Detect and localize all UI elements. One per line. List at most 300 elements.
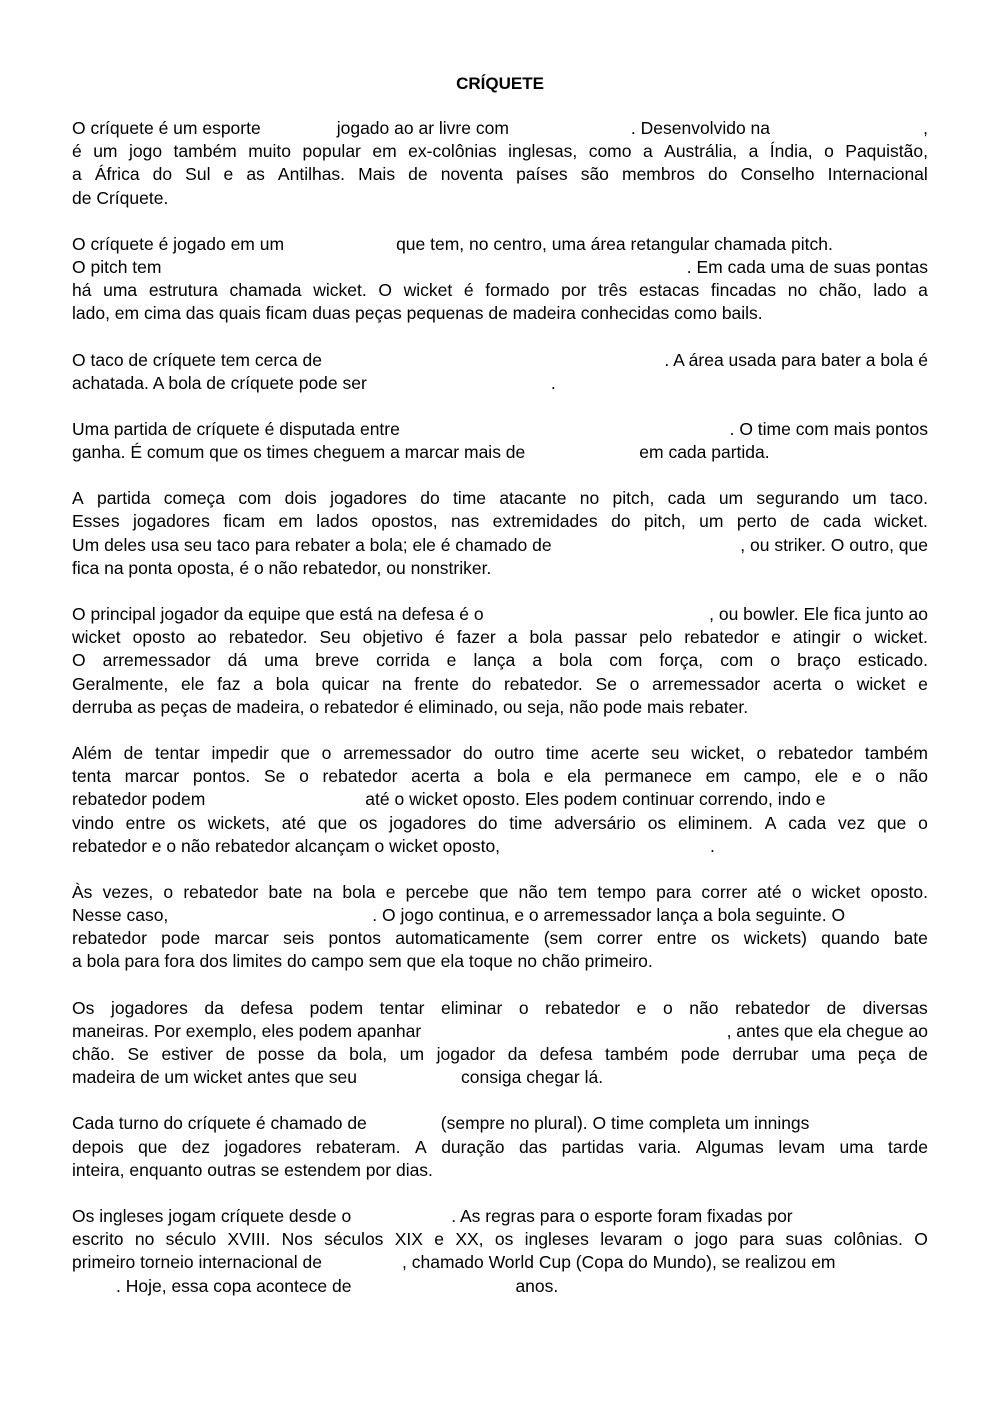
word: acerte xyxy=(590,742,640,763)
word: frente xyxy=(414,673,459,694)
word: inglesas, xyxy=(508,141,578,162)
text-line xyxy=(72,673,928,696)
word: Internacional xyxy=(827,164,928,185)
text-line xyxy=(72,163,928,186)
word: não xyxy=(518,881,548,902)
word: e xyxy=(771,627,781,648)
word: ele xyxy=(814,766,839,787)
word: (sem xyxy=(543,928,583,949)
word: são xyxy=(580,164,609,185)
word: pitch, xyxy=(643,511,686,532)
word: também xyxy=(864,742,928,763)
word: a xyxy=(748,141,759,162)
paragraph-7 xyxy=(72,742,928,858)
word: que xyxy=(479,881,509,902)
word: noventa xyxy=(440,164,503,185)
text-segment: rebatedor e o não rebatedor alcançam o wicket oposto, xyxy=(72,835,501,856)
word: o xyxy=(518,997,529,1018)
word: jogo xyxy=(128,141,163,162)
blank-gap xyxy=(261,117,337,137)
word: rebatedor xyxy=(735,997,810,1018)
word: para xyxy=(739,1229,775,1250)
word: levaram xyxy=(600,1229,663,1250)
text-line xyxy=(72,1136,928,1159)
word: do xyxy=(152,164,173,185)
word: que xyxy=(138,1136,168,1157)
word: adversário xyxy=(554,812,636,833)
word: XIX xyxy=(394,1229,423,1250)
text-line: a bola para fora dos limites do campo sem que ela toque no chão primeiro. xyxy=(72,951,653,972)
text-segment: . xyxy=(710,835,715,856)
paragraph-4 xyxy=(72,418,928,464)
word: com xyxy=(238,488,272,509)
word: A xyxy=(764,812,777,833)
word: bola xyxy=(496,766,531,787)
text-segment: . Desenvolvido na xyxy=(630,118,771,138)
word: correr xyxy=(596,928,643,949)
word: tarde xyxy=(888,1136,928,1157)
text-line xyxy=(72,140,928,163)
word: wicket xyxy=(72,627,121,648)
word: os xyxy=(177,812,196,833)
word: ao xyxy=(197,627,217,648)
blank-gap xyxy=(168,904,372,924)
word: bola xyxy=(342,881,376,902)
text-line xyxy=(72,1020,928,1043)
word: wickets, xyxy=(207,812,270,833)
paragraph-11 xyxy=(72,1205,928,1298)
word: fincadas xyxy=(710,280,777,301)
word: jogadores xyxy=(224,1136,302,1157)
text-line xyxy=(72,372,928,395)
word: eliminar xyxy=(441,997,503,1018)
page-title: CRÍQUETE xyxy=(456,74,544,93)
word: Paquistão, xyxy=(845,141,928,162)
word: bola xyxy=(559,650,593,671)
word: do xyxy=(477,812,498,833)
word: rebatedor xyxy=(545,997,621,1018)
word: oposto xyxy=(132,627,186,648)
paragraph-10 xyxy=(72,1112,928,1182)
text-segment: até o wicket oposto. Eles podem continuar correndo, indo e xyxy=(365,789,826,810)
word: chão, xyxy=(818,280,862,301)
word: por xyxy=(561,280,587,301)
blank-gap xyxy=(72,1275,116,1295)
word: pelo xyxy=(639,627,673,648)
word: podem xyxy=(309,997,364,1018)
word: o xyxy=(629,673,640,694)
word: tempo xyxy=(597,881,646,902)
word: dois xyxy=(284,488,317,509)
word: não xyxy=(898,766,928,787)
text-line xyxy=(72,1205,928,1228)
word: rebateram. xyxy=(315,1136,401,1157)
text-segment: Uma partida de críquete é disputada entre xyxy=(72,418,400,439)
word: e xyxy=(446,650,457,671)
word: do xyxy=(471,673,492,694)
word: tenta xyxy=(72,766,111,787)
word: estrutura xyxy=(148,280,218,301)
word: que xyxy=(317,812,348,833)
word: ex-colônias xyxy=(408,141,497,162)
text-segment: . A área usada para bater a bola é xyxy=(664,349,928,370)
text-line xyxy=(72,279,928,302)
word: do xyxy=(462,742,483,763)
word: há xyxy=(72,280,92,301)
word: XVIII. xyxy=(227,1229,271,1250)
text-line xyxy=(72,1228,928,1251)
text-segment: ganha. É comum que os times cheguem a marcar mais de xyxy=(72,442,526,463)
word: quicar xyxy=(321,673,370,694)
text-line xyxy=(72,1066,928,1089)
word: o xyxy=(875,766,886,787)
word: e xyxy=(434,1229,445,1250)
word: partida xyxy=(96,488,151,509)
word: um xyxy=(93,141,118,162)
word: no xyxy=(787,280,808,301)
word: com xyxy=(609,650,643,671)
word: Se xyxy=(263,766,286,787)
word: vezes, xyxy=(102,881,154,902)
word: entre xyxy=(656,928,697,949)
word: que xyxy=(280,742,310,763)
word: força, xyxy=(659,650,704,671)
word: um xyxy=(399,1044,425,1064)
word: a xyxy=(642,141,653,162)
word: acerta xyxy=(772,673,822,694)
text-line xyxy=(72,1112,928,1135)
word: escrito xyxy=(72,1229,124,1250)
word: tentar xyxy=(379,997,425,1018)
word: Nos xyxy=(281,1229,313,1250)
word: passar xyxy=(574,627,628,648)
word: A xyxy=(415,1136,427,1157)
word: breve xyxy=(315,650,360,671)
word: jogadores xyxy=(133,511,210,532)
text-segment: O críquete é um esporte xyxy=(72,118,261,138)
word: entre xyxy=(125,812,166,833)
word: um xyxy=(852,488,877,509)
word: O xyxy=(914,1229,928,1250)
word: da xyxy=(204,997,224,1018)
word: lados xyxy=(316,511,359,532)
blank-gap xyxy=(367,1112,441,1132)
word: o xyxy=(791,881,802,902)
word: bate xyxy=(893,928,928,949)
word: rebatedor xyxy=(322,766,398,787)
word: O xyxy=(72,650,86,671)
word: ele xyxy=(181,673,205,694)
word: África xyxy=(94,164,140,185)
text-segment: primeiro torneio internacional de xyxy=(72,1252,322,1273)
word: colônias. xyxy=(833,1229,903,1250)
word: wicket xyxy=(856,673,906,694)
word: fazer xyxy=(456,627,496,648)
word: para xyxy=(656,881,692,902)
word: rebatedor xyxy=(72,928,147,949)
word: no xyxy=(134,1229,155,1250)
text-segment: consiga chegar lá. xyxy=(461,1067,604,1088)
blank-gap xyxy=(322,1251,402,1271)
word: percebe xyxy=(405,881,469,902)
word: wicket xyxy=(811,881,861,902)
word: rebatedor. xyxy=(503,673,583,694)
word: levam xyxy=(778,1136,825,1157)
word: A xyxy=(72,488,84,509)
word: Se xyxy=(595,673,617,694)
word: Índia, xyxy=(769,141,813,162)
word: uma xyxy=(811,1044,846,1064)
word: tentar xyxy=(154,742,200,763)
text-line xyxy=(72,510,928,533)
word: as xyxy=(246,164,265,185)
word: outro xyxy=(494,742,535,763)
word: em xyxy=(278,511,303,532)
word: cada xyxy=(788,812,827,833)
text-line xyxy=(72,904,928,927)
word: uma xyxy=(839,1136,874,1157)
text-line: lado, em cima das quais ficam duas peças pequenas de madeira conhecidas como bails. xyxy=(72,303,763,324)
word: peça xyxy=(857,1044,896,1064)
text-line xyxy=(72,788,928,811)
text-line xyxy=(72,349,928,372)
paragraph-8 xyxy=(72,881,928,974)
word: jogadores xyxy=(110,997,188,1018)
word: bola xyxy=(529,627,563,648)
word: do xyxy=(420,488,440,509)
word: dá xyxy=(227,650,248,671)
word: popular xyxy=(302,141,361,162)
word: e xyxy=(851,766,862,787)
word: arremessador xyxy=(343,742,452,763)
word: a xyxy=(253,673,263,694)
word: faz xyxy=(217,673,241,694)
word: na xyxy=(382,673,402,694)
word: até xyxy=(757,881,782,902)
text-segment: Cada turno do críquete é chamado de xyxy=(72,1113,367,1134)
word: Sul xyxy=(185,164,211,185)
text-segment: , ou striker. O outro, que xyxy=(740,534,928,555)
word: oposto. xyxy=(870,881,928,902)
word: rebatedor xyxy=(183,881,259,902)
text-segment: . Em cada uma de suas pontas xyxy=(686,256,928,277)
text-line xyxy=(72,881,928,904)
word: rebatedor xyxy=(684,627,760,648)
word: pode xyxy=(161,928,201,949)
word: jogo xyxy=(694,1229,728,1250)
word: de xyxy=(408,164,428,185)
word: com xyxy=(720,650,754,671)
word: posse xyxy=(257,1044,305,1064)
word: defesa xyxy=(240,997,293,1018)
word: seis xyxy=(283,928,315,949)
word: pontos. xyxy=(192,766,251,787)
text-line xyxy=(72,418,928,441)
word: pitch, xyxy=(612,488,655,509)
word: depois xyxy=(72,1136,124,1157)
text-segment: Os ingleses jogam críquete desde o xyxy=(72,1205,352,1226)
word: e xyxy=(223,164,234,185)
paragraph-2 xyxy=(72,233,928,326)
word: objetivo xyxy=(362,627,423,648)
word: jogadores xyxy=(389,812,467,833)
word: Austrália, xyxy=(664,141,738,162)
word: um xyxy=(718,488,744,509)
text-segment: (sempre no plural). O time completa um innings xyxy=(440,1113,810,1134)
text-segment: que tem, no centro, uma área retangular chamada pitch. xyxy=(396,233,833,254)
word: ela xyxy=(567,766,591,787)
text-segment: , ou bowler. Ele fica junto ao xyxy=(709,604,928,624)
text-segment: , chamado World Cup (Copa do Mundo), se realizou em xyxy=(402,1252,836,1273)
text-line xyxy=(72,927,928,950)
word: Se xyxy=(127,1044,149,1064)
word: membros xyxy=(622,164,695,185)
word: lado xyxy=(873,280,907,301)
word: marcar xyxy=(124,766,180,787)
word: os xyxy=(647,812,667,833)
word: seu xyxy=(651,742,680,763)
word: time xyxy=(452,488,487,509)
word: partidas xyxy=(561,1136,624,1157)
word: o xyxy=(662,997,673,1018)
text-segment: Nesse caso, xyxy=(72,905,169,926)
word: da xyxy=(317,1044,337,1064)
blank-gap xyxy=(205,788,365,808)
text-segment: jogado ao ar livre com xyxy=(336,118,509,138)
word: Seu xyxy=(319,627,351,648)
text-line xyxy=(72,603,928,626)
word: permanece xyxy=(604,766,692,787)
word: acerta xyxy=(411,766,460,787)
word: atingir xyxy=(792,627,841,648)
blank-gap xyxy=(500,835,710,855)
word: Algumas xyxy=(695,1136,764,1157)
word: também xyxy=(173,141,237,162)
word: wicket. xyxy=(874,627,928,648)
word: o xyxy=(299,766,309,787)
word: Os xyxy=(72,997,95,1018)
paragraph-1 xyxy=(72,117,928,210)
word: do xyxy=(611,511,631,532)
word: de xyxy=(908,1044,928,1064)
word: no xyxy=(579,488,600,509)
word: o xyxy=(163,881,174,902)
word: o xyxy=(756,742,767,763)
word: time xyxy=(545,742,579,763)
paragraph-9 xyxy=(72,997,928,1090)
word: suas xyxy=(785,1229,823,1250)
word: taco. xyxy=(890,488,928,509)
word: começa xyxy=(163,488,226,509)
word: ficam xyxy=(223,511,266,532)
word: correr xyxy=(701,881,748,902)
word: Às xyxy=(72,881,93,902)
text-line xyxy=(72,233,928,256)
word: e xyxy=(918,673,928,694)
word: séculos xyxy=(324,1229,384,1250)
word: que xyxy=(877,812,907,833)
word: cada xyxy=(822,511,861,532)
word: vez xyxy=(838,812,866,833)
text-line xyxy=(72,812,928,835)
word: automaticamente xyxy=(395,928,530,949)
word: bola xyxy=(275,673,309,694)
word: nas xyxy=(451,511,480,532)
word: campo, xyxy=(743,766,802,787)
word: e xyxy=(543,766,554,787)
word: wicket. xyxy=(313,280,367,301)
paragraph-3 xyxy=(72,349,928,395)
word: Mais xyxy=(358,164,396,185)
text-line xyxy=(72,1043,928,1066)
word: em xyxy=(372,141,397,162)
word: da xyxy=(507,1044,528,1064)
word: é xyxy=(435,627,445,648)
word: chão. xyxy=(72,1044,115,1064)
blank-gap xyxy=(357,1066,461,1086)
word: os xyxy=(494,1229,514,1250)
word: o xyxy=(673,1229,684,1250)
text-segment: anos. xyxy=(515,1275,559,1296)
text-line xyxy=(72,742,928,765)
word: corrida xyxy=(376,650,430,671)
word: de xyxy=(826,997,847,1018)
text-segment: . xyxy=(550,372,556,393)
word: jogadores xyxy=(330,488,407,509)
word: impedir xyxy=(211,742,269,763)
word: wicket xyxy=(403,280,453,301)
word: defesa xyxy=(539,1044,593,1064)
word: bola, xyxy=(349,1044,388,1064)
word: das xyxy=(518,1136,548,1157)
text-segment: O pitch tem xyxy=(72,256,162,277)
word: estiver xyxy=(161,1044,214,1064)
word: muito xyxy=(248,141,292,162)
word: Além xyxy=(72,742,112,763)
word: arremessador xyxy=(102,650,211,671)
blank-gap xyxy=(351,1205,451,1225)
text-segment: . Hoje, essa copa acontece de xyxy=(116,1275,352,1296)
word: braço xyxy=(797,650,841,671)
word: perto xyxy=(736,511,777,532)
word: diversas xyxy=(862,997,928,1018)
word: quando xyxy=(821,928,880,949)
word: wickets) xyxy=(743,928,807,949)
word: na xyxy=(312,881,333,902)
word: opostos, xyxy=(371,511,438,532)
blank-gap xyxy=(525,441,639,461)
word: pontos xyxy=(328,928,381,949)
text-segment: O críquete é jogado em um xyxy=(72,233,285,254)
word: eliminem. xyxy=(678,812,753,833)
word: wicket. xyxy=(874,511,928,532)
text-line xyxy=(72,649,928,672)
word: até xyxy=(281,812,307,833)
word: wicket, xyxy=(691,742,745,763)
text-line xyxy=(72,997,928,1020)
worksheet-page xyxy=(72,72,928,1321)
word: estacas xyxy=(638,280,700,301)
word: de xyxy=(225,1044,246,1064)
text-segment: em cada partida. xyxy=(639,442,770,463)
word: Esses xyxy=(72,511,120,532)
word: rebatedor xyxy=(778,742,853,763)
word: o xyxy=(852,627,863,648)
word: o xyxy=(918,812,928,833)
word: a xyxy=(918,280,928,301)
text-segment: . O jogo continua, e o arremessador lança a bola seguinte. O xyxy=(372,905,846,926)
word: o xyxy=(321,742,332,763)
